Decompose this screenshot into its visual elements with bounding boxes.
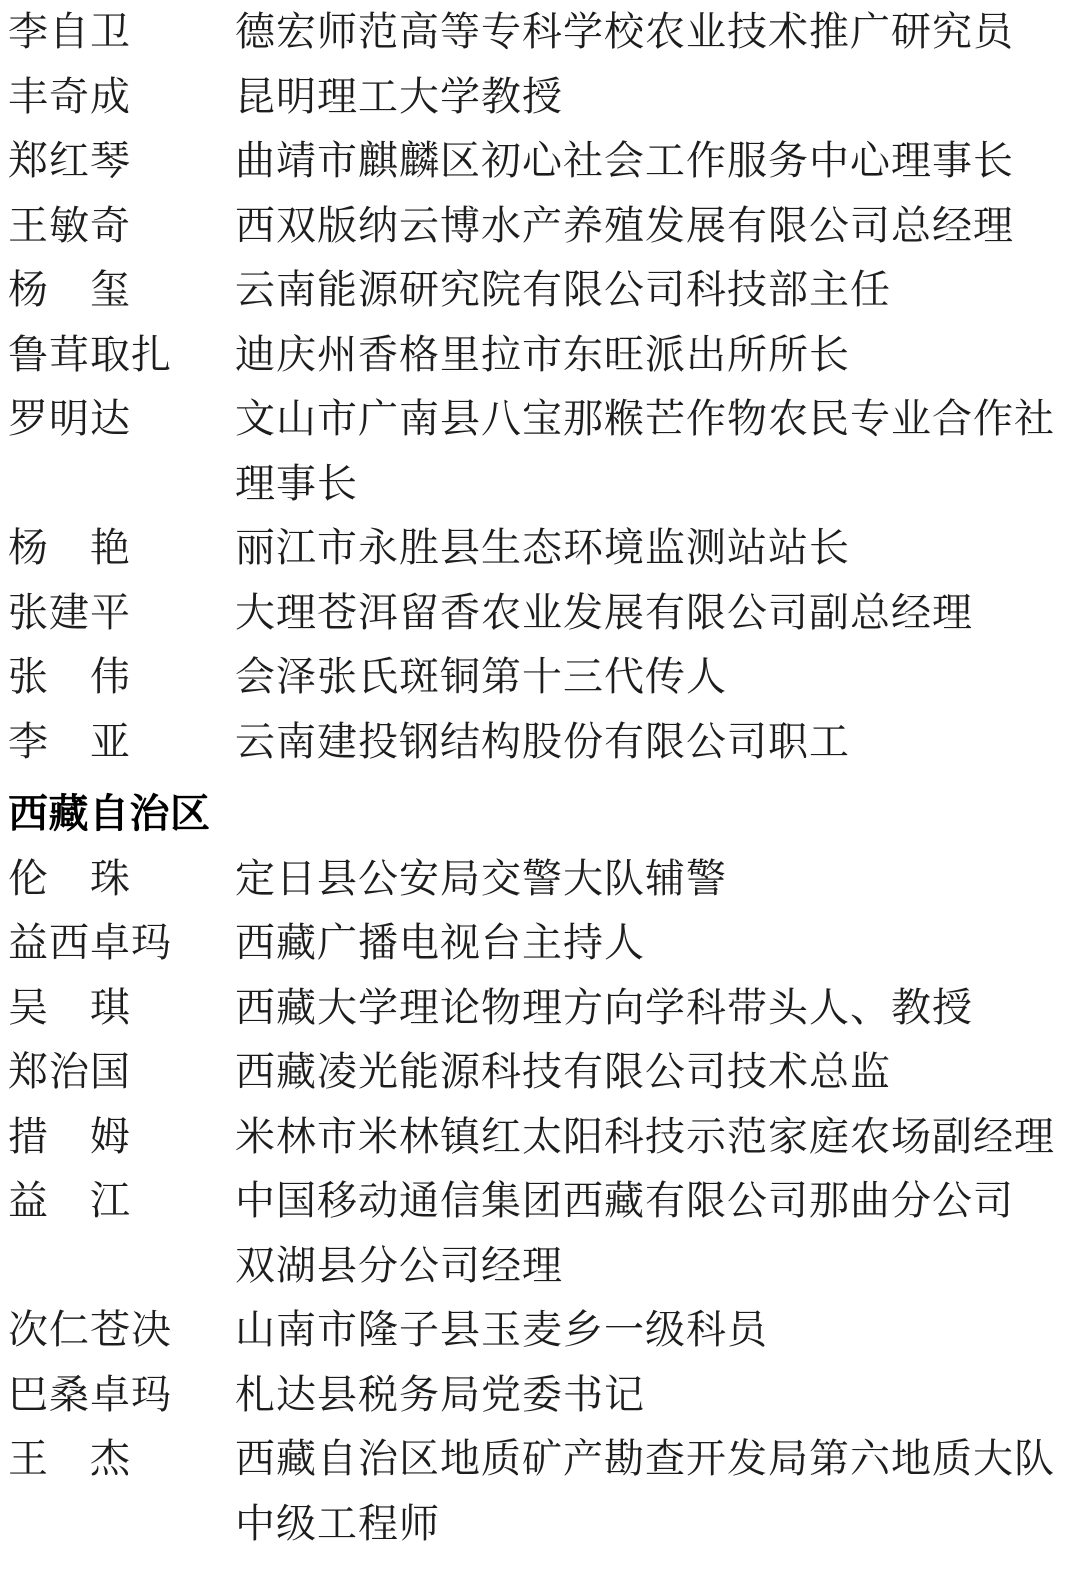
entry-title — [235, 847, 1070, 912]
entry-title-line: 山南市隆子县玉麦乡一级科员 — [235, 1307, 768, 1353]
entry-title-line: 迪庆州香格里拉市东旺派出所所长 — [235, 331, 850, 378]
entry-title — [235, 129, 1070, 194]
entry-title — [235, 323, 1070, 388]
entry-name: 措 姆 — [8, 1113, 131, 1160]
entry-title-line: 双湖县分公司经理 — [235, 1242, 563, 1289]
entry-title-line: 西双版纳云博水产养殖发展有限公司总经理 — [235, 202, 1014, 249]
entry-title-line: 德宏师范高等专科学校农业技术推广研究员 — [235, 9, 1014, 55]
entry-title-line: 中级工程师 — [235, 1500, 440, 1547]
entry-title — [235, 1298, 1070, 1363]
entry-title — [235, 581, 1070, 646]
entry-title-line: 会泽张氏斑铜第十三代传人 — [235, 654, 727, 700]
entry-name: 郑治国 — [8, 1049, 131, 1095]
entry-name: 益西卓玛 — [8, 920, 172, 966]
entry-name: 李 亚 — [8, 718, 131, 765]
entry-title — [235, 194, 1070, 259]
entry-name: 丰奇成 — [8, 73, 131, 120]
entry-name: 巴桑卓玛 — [8, 1371, 172, 1418]
entry-name: 杨 艳 — [8, 525, 131, 571]
entry-title-line: 中国移动通信集团西藏有限公司那曲分公司 — [235, 1178, 1014, 1224]
entry-row — [8, 1040, 1080, 1105]
entry-row — [8, 0, 1080, 65]
entry-row — [8, 911, 1080, 976]
entry-row — [8, 323, 1080, 388]
entry-row — [8, 65, 1080, 130]
entry-name: 吴 琪 — [8, 984, 131, 1031]
entry-row — [8, 1363, 1080, 1428]
entry-title-line: 文山市广南县八宝那糇芒作物农民专业合作社 — [235, 396, 1055, 442]
entry-name: 王 杰 — [8, 1436, 131, 1482]
entry-title — [235, 1363, 1070, 1428]
entry-title — [235, 645, 1070, 710]
entry-row — [8, 847, 1080, 912]
entry-title-line: 西藏大学理论物理方向学科带头人、教授 — [235, 984, 973, 1031]
entry-name: 李自卫 — [8, 9, 131, 55]
entry-row — [8, 710, 1080, 775]
entry-row — [8, 1298, 1080, 1363]
entry-row — [8, 516, 1080, 581]
entry-title-line: 米林市米林镇红太阳科技示范家庭农场副经理 — [235, 1113, 1055, 1160]
entry-title-line: 昆明理工大学教授 — [235, 73, 563, 120]
entry-row — [8, 581, 1080, 646]
entry-name: 张 伟 — [8, 654, 131, 700]
entry-title — [235, 911, 1070, 976]
entry-title-line: 札达县税务局党委书记 — [235, 1371, 645, 1418]
entry-title-line: 西藏自治区地质矿产勘查开发局第六地质大队 — [235, 1436, 1055, 1482]
entry-title-line: 曲靖市麒麟区初心社会工作服务中心理事长 — [235, 138, 1014, 184]
entry-title — [235, 1169, 1070, 1298]
entry-name: 张建平 — [8, 589, 131, 636]
entry-name: 罗明达 — [8, 396, 131, 442]
entry-row — [8, 1427, 1080, 1556]
entry-name: 伦 珠 — [8, 855, 131, 902]
entry-title-line: 大理苍洱留香农业发展有限公司副总经理 — [235, 589, 973, 636]
entry-row — [8, 129, 1080, 194]
entry-title-line: 云南建投钢结构股份有限公司职工 — [235, 718, 850, 765]
entry-title-line: 西藏凌光能源科技有限公司技术总监 — [235, 1049, 891, 1095]
entry-title — [235, 710, 1070, 775]
section-header: 西藏自治区 — [8, 791, 211, 837]
entry-name: 杨 玺 — [8, 267, 131, 313]
entry-title — [235, 516, 1070, 581]
entry-title-line: 云南能源研究院有限公司科技部主任 — [235, 267, 891, 313]
entry-title-line: 丽江市永胜县生态环境监测站站长 — [235, 525, 850, 571]
entry-title — [235, 1427, 1070, 1556]
entry-title — [235, 1105, 1070, 1170]
entry-row — [8, 194, 1080, 259]
entry-name: 益 江 — [8, 1178, 131, 1224]
entry-title — [235, 0, 1070, 65]
entry-name: 鲁茸取扎 — [8, 331, 172, 378]
entry-title — [235, 1040, 1070, 1105]
entry-name: 王敏奇 — [8, 202, 131, 249]
entry-row — [8, 1169, 1080, 1298]
entry-title — [235, 65, 1070, 130]
entry-row — [8, 976, 1080, 1041]
entry-title — [235, 258, 1070, 323]
entry-row — [8, 258, 1080, 323]
entry-title — [235, 976, 1070, 1041]
entry-title — [235, 387, 1070, 516]
entry-title-line: 定日县公安局交警大队辅警 — [235, 855, 727, 902]
entry-row — [8, 387, 1080, 516]
entry-title-line: 理事长 — [235, 460, 358, 507]
entry-row — [8, 645, 1080, 710]
entry-name: 次仁苍决 — [8, 1307, 172, 1353]
entry-title-line: 西藏广播电视台主持人 — [235, 920, 645, 966]
entry-name: 郑红琴 — [8, 138, 131, 184]
entry-row — [8, 1105, 1080, 1170]
